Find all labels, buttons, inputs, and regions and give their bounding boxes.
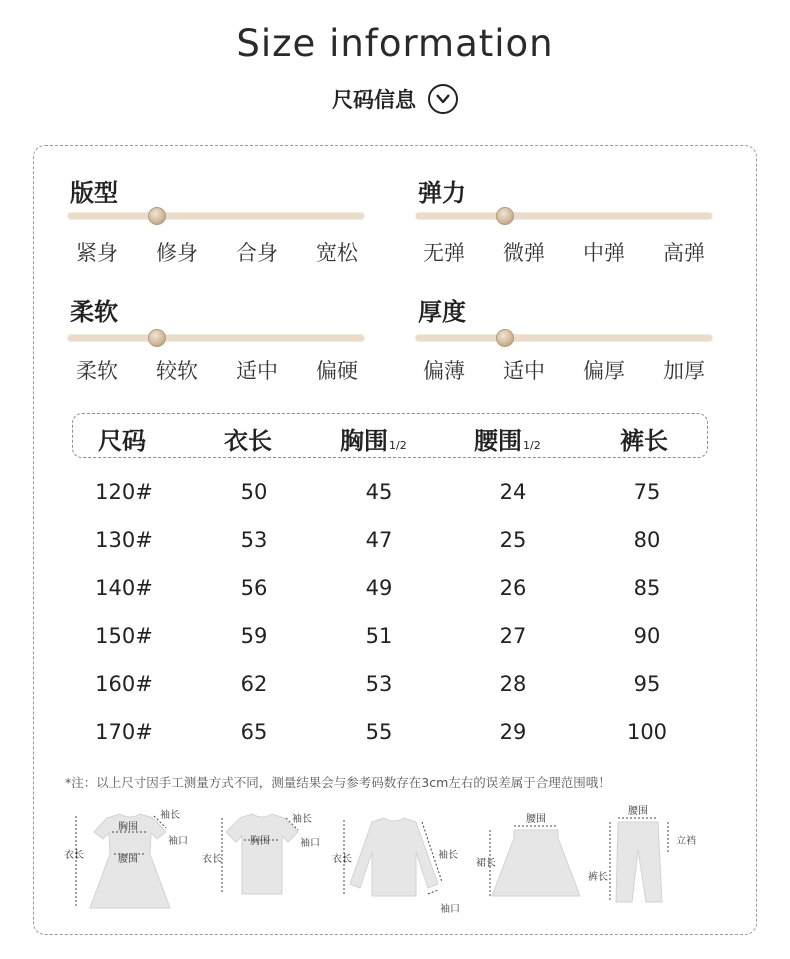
header-length: [224, 421, 272, 456]
cell-size: 150#: [95, 624, 153, 648]
label-sleeve: 袖长: [438, 850, 458, 861]
tshirt-diagram: [200, 806, 330, 910]
level-label: 加厚: [663, 359, 705, 383]
level-label: 宽松: [316, 241, 358, 265]
level-label: 适中: [503, 359, 545, 383]
cell-size: 140#: [95, 576, 153, 600]
label-rise: 立裆: [676, 836, 696, 847]
level-label: 柔软: [76, 359, 118, 383]
skirt-diagram: [476, 808, 596, 912]
sweater-diagram: [330, 812, 470, 926]
table-row: [0, 576, 790, 606]
subtitle-text: 尺码信息: [332, 88, 416, 112]
cell-size: 130#: [95, 528, 153, 552]
attr-name: 厚度: [418, 298, 466, 326]
measurement-note: *注：以上尺寸因手工测量方式不同，测量结果会与参考码数存在3cm左右的误差属于合理范围哦！: [65, 775, 611, 790]
section-subtitle: [0, 84, 790, 114]
cell-waist: 24: [499, 480, 527, 504]
cell-length: 65: [240, 720, 268, 744]
level-label: 偏薄: [423, 359, 465, 383]
attr-thickness-slider: [416, 335, 712, 341]
label-chest: 胸围: [250, 836, 270, 847]
attr-elasticity-levels: [423, 237, 743, 267]
attr-fit-knob: [148, 207, 166, 225]
attr-softness: [70, 292, 118, 327]
label-length: 衣长: [332, 854, 352, 865]
label-length: 裤长: [588, 872, 608, 883]
label-sleeve: 袖长: [292, 814, 312, 825]
header-suffix: 1/2: [523, 439, 541, 452]
table-row: [0, 624, 790, 654]
attr-softness-knob: [148, 329, 166, 347]
attr-fit-slider: [68, 213, 364, 219]
label-length: 衣长: [202, 854, 222, 865]
header-label: 衣长: [224, 427, 272, 455]
label-waist: 腰围: [118, 854, 138, 865]
header-label: 胸围: [340, 427, 388, 455]
level-label: 紧身: [76, 241, 118, 265]
cell-chest: 53: [365, 672, 393, 696]
table-row: [0, 528, 790, 558]
cell-pants: 95: [633, 672, 661, 696]
level-label: 无弹: [423, 241, 465, 265]
label-waist: 腰围: [628, 806, 648, 817]
level-label: 偏厚: [583, 359, 625, 383]
attr-thickness-knob: [496, 329, 514, 347]
table-row: [0, 720, 790, 750]
attr-thickness-levels: [423, 355, 743, 385]
level-label: 高弹: [663, 241, 705, 265]
cell-pants: 80: [633, 528, 661, 552]
chevron-down-icon: [428, 84, 458, 114]
header-size: [98, 421, 146, 456]
label-cuff: 袖口: [440, 904, 460, 915]
cell-length: 56: [240, 576, 268, 600]
attr-softness-levels: [76, 355, 396, 385]
cell-pants: 100: [626, 720, 668, 744]
cell-length: 62: [240, 672, 268, 696]
header-waist: [474, 421, 541, 456]
cell-chest: 47: [365, 528, 393, 552]
level-label: 偏硬: [316, 359, 358, 383]
header-label: 裤长: [620, 427, 668, 455]
attr-fit-levels: [76, 237, 396, 267]
cell-chest: 49: [365, 576, 393, 600]
header-suffix: 1/2: [389, 439, 407, 452]
header-chest: [340, 421, 407, 456]
cell-size: 160#: [95, 672, 153, 696]
page-title: Size information: [236, 22, 554, 65]
cell-pants: 75: [633, 480, 661, 504]
cell-waist: 27: [499, 624, 527, 648]
cell-length: 53: [240, 528, 268, 552]
dress-diagram: [62, 806, 202, 920]
attr-softness-slider: [68, 335, 364, 341]
attr-elasticity-knob: [496, 207, 514, 225]
level-label: 中弹: [583, 241, 625, 265]
table-row: [0, 672, 790, 702]
label-length: 衣长: [64, 850, 84, 861]
level-label: 修身: [156, 241, 198, 265]
table-row: [0, 480, 790, 510]
attr-name: 弹力: [418, 179, 466, 207]
label-waist: 腰围: [526, 814, 546, 825]
attr-elasticity: [418, 173, 466, 208]
attr-elasticity-slider: [416, 213, 712, 219]
label-cuff: 袖口: [300, 838, 320, 849]
level-label: 较软: [156, 359, 198, 383]
cell-waist: 29: [499, 720, 527, 744]
header-pants-length: [620, 421, 668, 456]
cell-size: 170#: [95, 720, 153, 744]
label-chest: 胸围: [118, 822, 138, 833]
cell-waist: 26: [499, 576, 527, 600]
cell-waist: 28: [499, 672, 527, 696]
level-label: 适中: [236, 359, 278, 383]
header-label: 腰围: [474, 427, 522, 455]
level-label: 合身: [236, 241, 278, 265]
cell-pants: 90: [633, 624, 661, 648]
attr-thickness: [418, 292, 466, 327]
label-length: 裙长: [476, 858, 496, 869]
cell-length: 50: [240, 480, 268, 504]
attr-name: 柔软: [70, 298, 118, 326]
header-label: 尺码: [98, 427, 146, 455]
cell-waist: 25: [499, 528, 527, 552]
cell-length: 59: [240, 624, 268, 648]
cell-pants: 85: [633, 576, 661, 600]
cell-chest: 51: [365, 624, 393, 648]
label-cuff: 袖口: [168, 836, 188, 847]
cell-chest: 45: [365, 480, 393, 504]
attr-fit: [70, 173, 118, 208]
cell-chest: 55: [365, 720, 393, 744]
attr-name: 版型: [70, 179, 118, 207]
label-sleeve: 袖长: [160, 810, 180, 821]
level-label: 微弹: [503, 241, 545, 265]
cell-size: 120#: [95, 480, 153, 504]
pants-diagram: [588, 804, 718, 918]
